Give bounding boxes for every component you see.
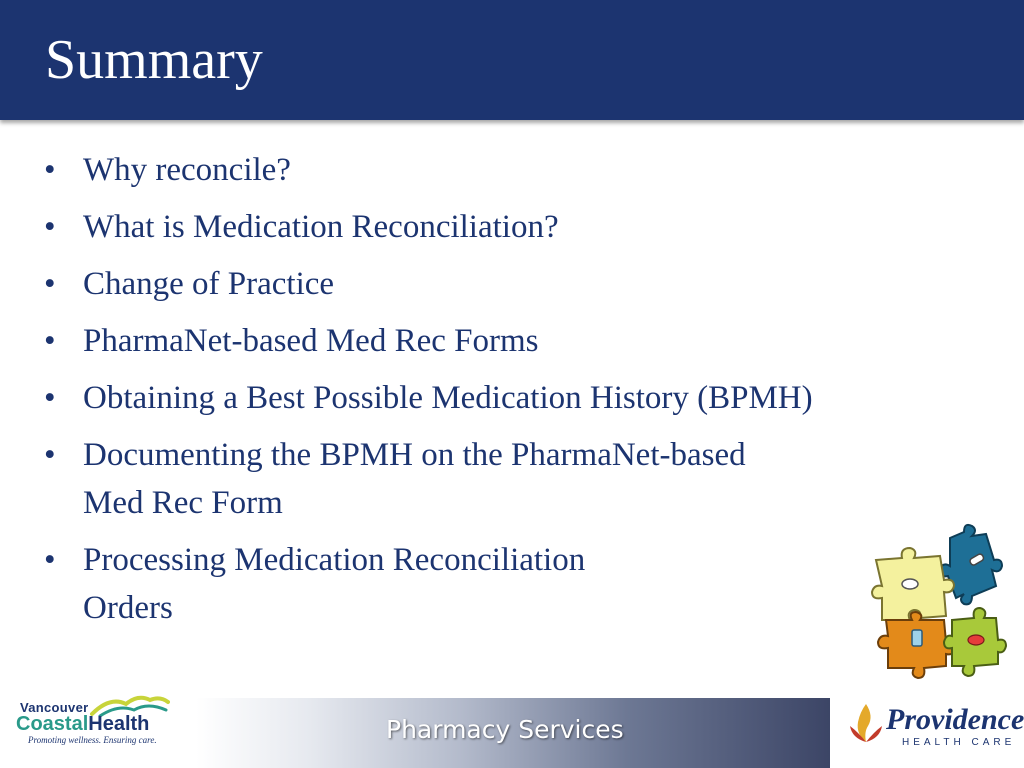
bullet-list bbox=[44, 146, 984, 641]
bullet-text: What is Medication Reconciliation? bbox=[83, 209, 559, 245]
slide-title: Summary bbox=[45, 29, 263, 91]
bullet-text: Med Rec Form bbox=[83, 485, 283, 521]
bullet-dot: • bbox=[44, 209, 56, 245]
providence-health-care-logo bbox=[846, 698, 1024, 760]
bullet-text: Obtaining a Best Possible Medication History (BPMH) bbox=[83, 380, 813, 416]
bullet-dot: • bbox=[44, 323, 56, 359]
bullet-text: Documenting the BPMH on the PharmaNet-based bbox=[83, 437, 746, 473]
bullet-dot: • bbox=[44, 266, 56, 302]
title-bar bbox=[0, 0, 1024, 120]
bullet-item bbox=[44, 260, 984, 308]
puzzle-pieces-icon bbox=[868, 520, 1008, 695]
vch-health-text: Health bbox=[88, 713, 150, 735]
bullet-item bbox=[44, 431, 984, 527]
bullet-item bbox=[44, 536, 984, 632]
bullet-text: Why reconcile? bbox=[83, 152, 291, 188]
bullet-item bbox=[44, 203, 984, 251]
providence-name: Providence bbox=[886, 703, 1024, 736]
vch-coastal-text: Coastal bbox=[16, 713, 89, 735]
bullet-dot: • bbox=[44, 437, 56, 473]
bullet-dot: • bbox=[44, 152, 56, 188]
vch-name-line1: Vancouver bbox=[20, 700, 89, 715]
bullet-text: Orders bbox=[83, 590, 173, 626]
bullet-item bbox=[44, 317, 984, 365]
vch-name-line2 bbox=[16, 713, 149, 735]
providence-subtitle: HEALTH CARE bbox=[902, 737, 1016, 748]
vch-tagline: Promoting wellness. Ensuring care. bbox=[28, 735, 157, 745]
bullet-dot: • bbox=[44, 542, 56, 578]
bullet-item bbox=[44, 374, 984, 422]
bullet-dot: • bbox=[44, 380, 56, 416]
bullet-item bbox=[44, 146, 984, 194]
bullet-text: Change of Practice bbox=[83, 266, 335, 302]
bullet-text: Processing Medication Reconciliation bbox=[83, 542, 586, 578]
vancouver-coastal-health-logo bbox=[14, 698, 174, 758]
footer-title: Pharmacy Services bbox=[386, 715, 624, 744]
bullet-text: PharmaNet-based Med Rec Forms bbox=[83, 323, 539, 359]
flame-icon bbox=[848, 702, 884, 746]
footer bbox=[0, 698, 1024, 768]
